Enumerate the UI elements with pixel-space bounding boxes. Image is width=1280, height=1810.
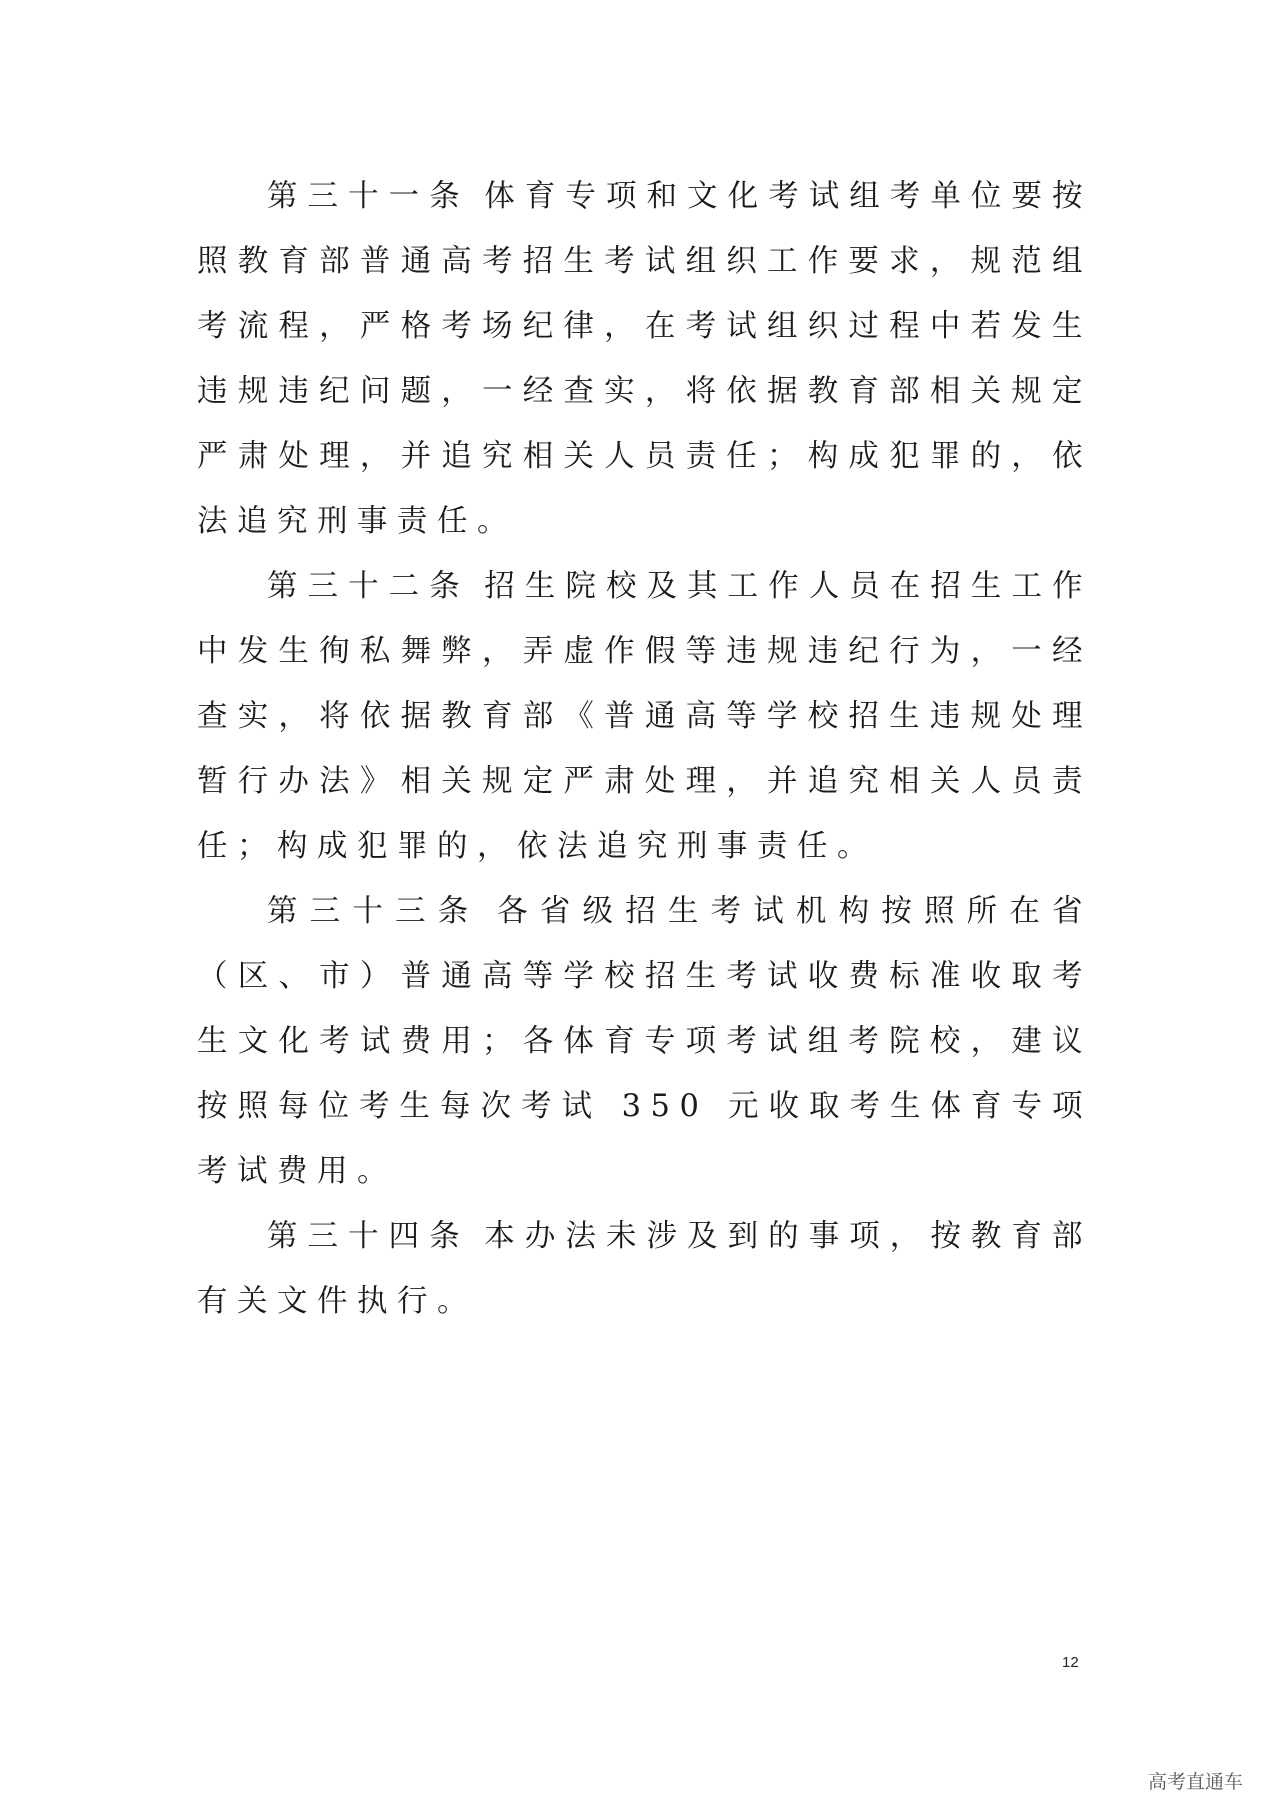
page-number: 12: [1062, 1654, 1079, 1671]
article-33: [197, 879, 1092, 1204]
article-number: 第三十三条: [267, 894, 481, 929]
article-text: 体育专项和文化考试组考单位要按照教育部普通高考招生考试组织工作要求，规范组考流程，严格考场纪律，在考试组织过程中若发生违规违纪问题，一经查实，将依据教育部相关规定严肃处理，并追究相关人员责任；构成犯罪的，依法追究刑事责任。: [197, 179, 1092, 539]
article-text: 各省级招生考试机构按照所在省（区、市）普通高等学校招生考试收费标准收取考生文化考试费用；各体育专项考试组考院校，建议按照每位考生每次考试 350 元收取考生体育专项考试费用。: [197, 894, 1092, 1189]
article-number: 第三十二条: [267, 569, 470, 604]
watermark-text: 高考直通车: [1148, 1771, 1244, 1793]
article-text: 招生院校及其工作人员在招生工作中发生徇私舞弊，弄虚作假等违规违纪行为，一经查实，将依据教育部《普通高等学校招生违规处理暂行办法》相关规定严肃处理，并追究相关人员责任；构成犯罪的，依法追究刑事责任。: [197, 569, 1092, 864]
article-number: 第三十一条: [267, 179, 470, 214]
article-31: [197, 164, 1092, 554]
document-body: [197, 164, 1092, 1334]
article-34: [197, 1204, 1092, 1334]
article-number: 第三十四条: [267, 1219, 470, 1254]
article-text: 本办法未涉及到的事项，按教育部有关文件执行。: [197, 1219, 1092, 1319]
article-32: [197, 554, 1092, 879]
